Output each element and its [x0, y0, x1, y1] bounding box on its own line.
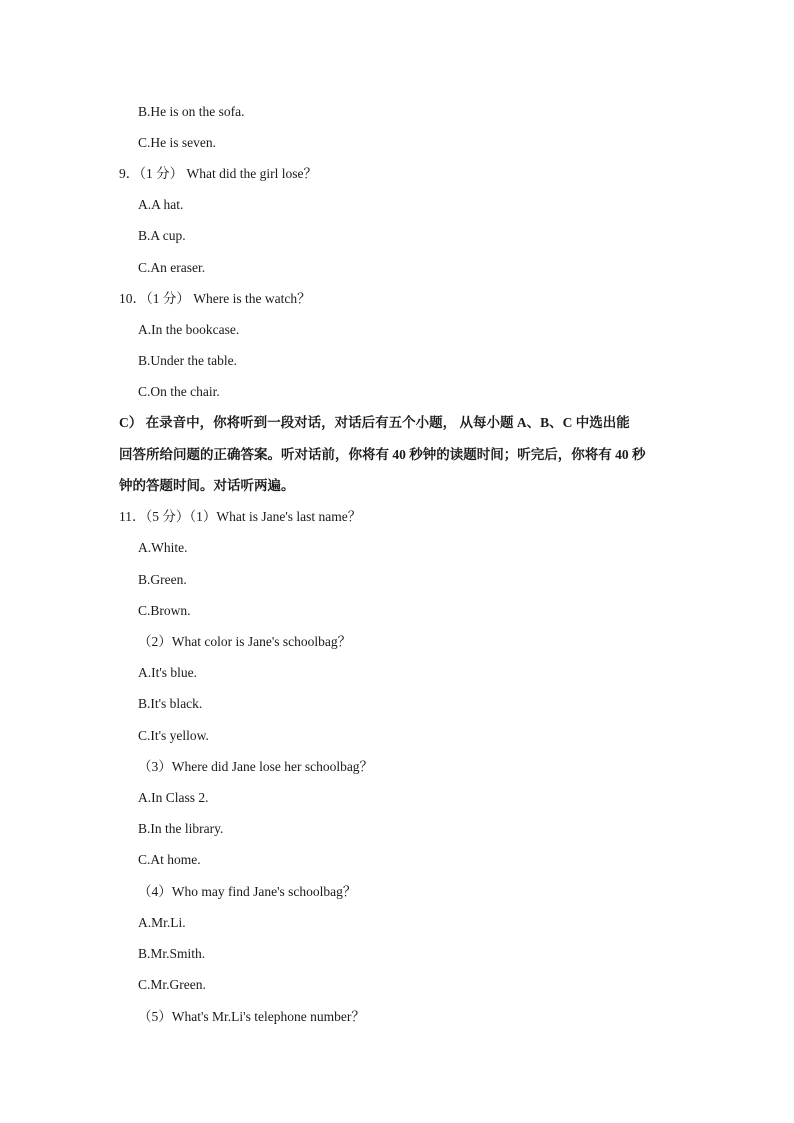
option-line: A.White.: [138, 540, 188, 555]
option-line: B.He is on the sofa.: [138, 104, 245, 119]
sub-question-line: （5）What's Mr.Li's telephone number？: [138, 1009, 365, 1024]
sub-question-line: （2）What color is Jane's schoolbag？: [138, 634, 352, 649]
option-line: C.Brown.: [138, 603, 191, 618]
option-line: B.Under the table.: [138, 353, 237, 368]
option-line: C.It's yellow.: [138, 728, 209, 743]
option-line: A.It's blue.: [138, 665, 198, 680]
option-line: C.At home.: [138, 852, 201, 867]
section-instruction: C） 在录音中，你将听到一段对话，对话后有五个小题， 从每小题 A、B、C 中选出能: [119, 415, 630, 430]
option-line: A.A hat.: [138, 197, 184, 212]
section-instruction: 回答所给问题的正确答案。听对话前，你将有 40 秒钟的读题时间；听完后，你将有 40 秒: [119, 447, 646, 462]
question-line: 10．（1 分） Where is the watch？: [119, 291, 311, 306]
question-line: 9．（1 分） What did the girl lose？: [119, 166, 317, 181]
option-line: C.He is seven.: [138, 135, 216, 150]
option-line: B.Green.: [138, 572, 187, 587]
sub-question-line: （3）Where did Jane lose her schoolbag？: [138, 759, 374, 774]
option-line: A.Mr.Li.: [138, 915, 186, 930]
question-line: 11．（5 分）（1）What is Jane's last name？: [119, 509, 362, 524]
option-line: C.Mr.Green.: [138, 977, 206, 992]
option-line: B.It's black.: [138, 696, 203, 711]
option-line: C.On the chair.: [138, 384, 220, 399]
option-line: C.An eraser.: [138, 260, 206, 275]
option-line: A.In the bookcase.: [138, 322, 240, 337]
sub-question-line: （4）Who may find Jane's schoolbag？: [138, 884, 357, 899]
option-line: B.Mr.Smith.: [138, 946, 206, 961]
option-line: B.In the library.: [138, 821, 224, 836]
section-instruction: 钟的答题时间。对话听两遍。: [119, 478, 295, 493]
option-line: A.In Class 2.: [138, 790, 209, 805]
option-line: B.A cup.: [138, 228, 186, 243]
